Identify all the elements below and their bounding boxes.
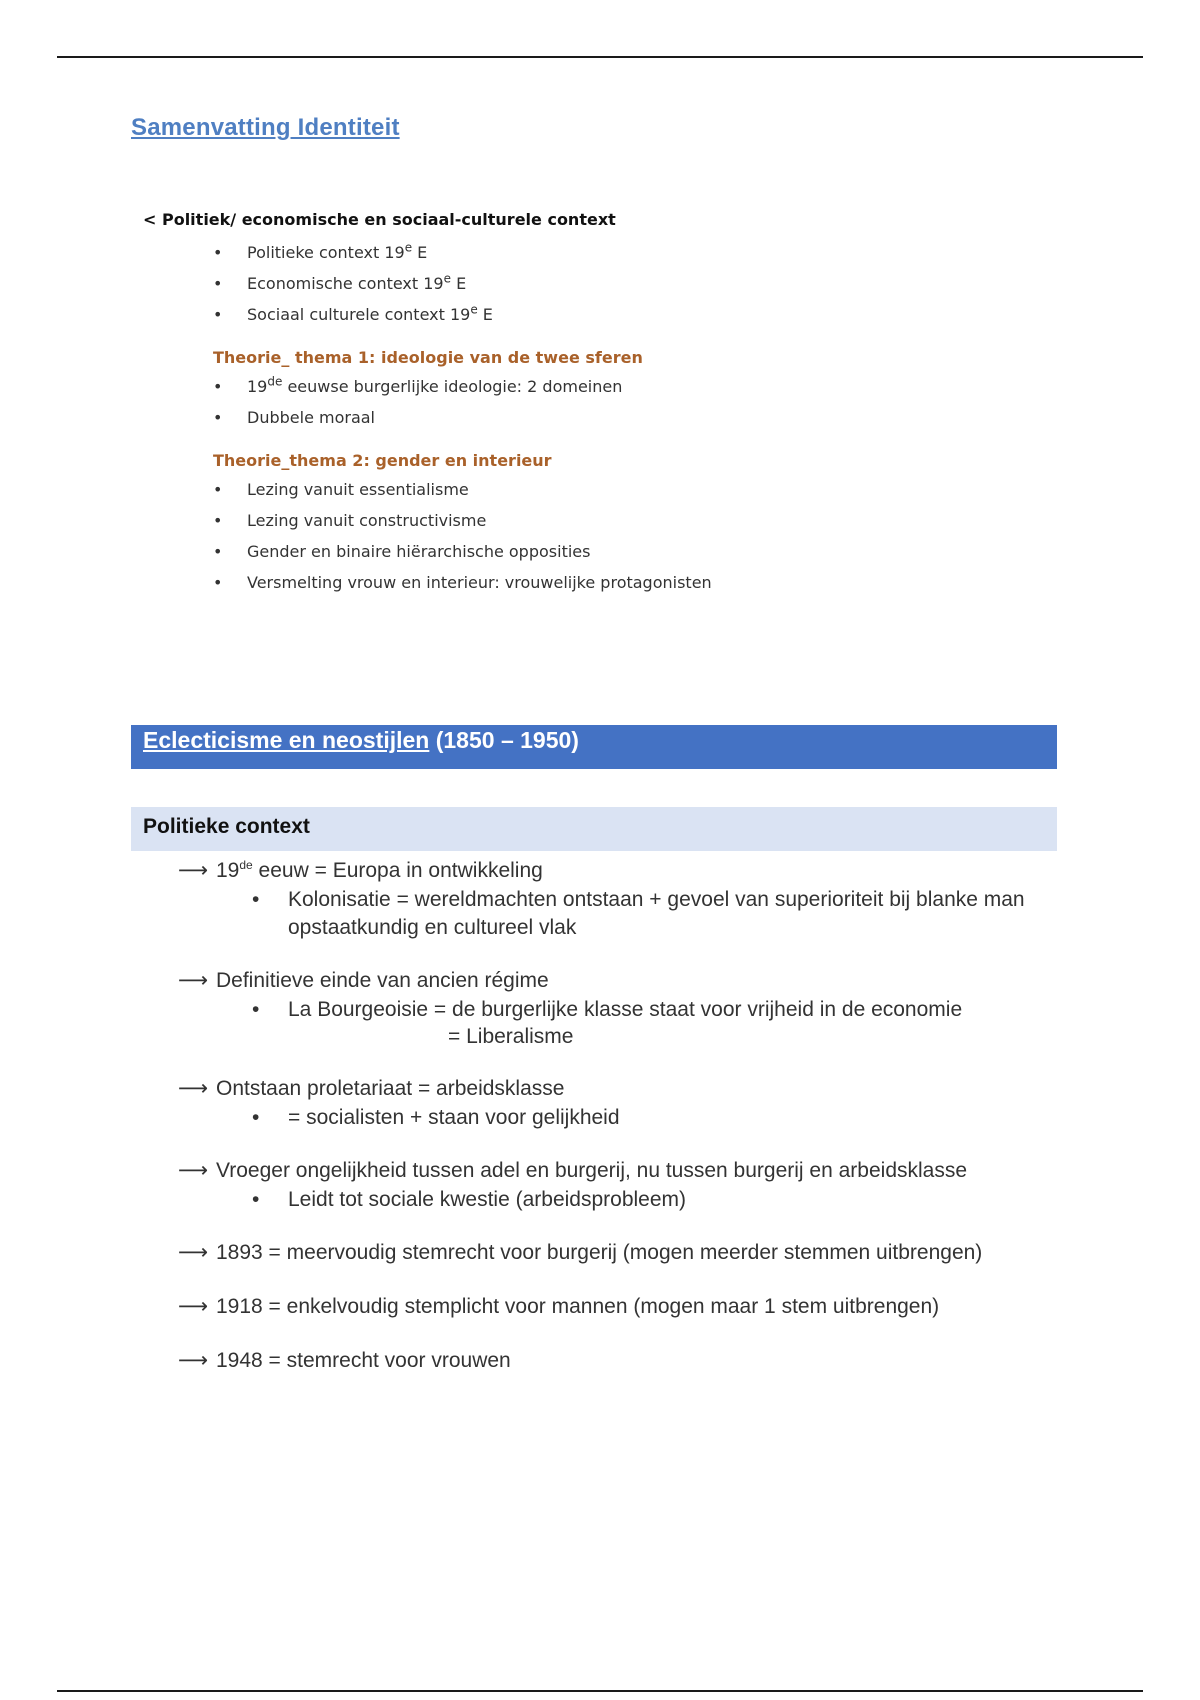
section-heading [131,725,1057,769]
bullet: • [252,1188,260,1211]
bullet: • [213,243,223,262]
context-point: ⟶ Definitieve einde van ancien régime • La Bourgeoisie = de burgerlijke klasse staat voor vrijheid in de economie = Liberalisme [178,966,1108,1050]
list-item: • Gender en binaire hiërarchische opposities [143,536,712,567]
bullet: • [252,998,260,1021]
context-point: ⟶ 1948 = stemrecht voor vrouwen [178,1346,1108,1376]
list-item: • Lezing vanuit essentialisme [143,474,712,505]
context-point: ⟶ 1893 = meervoudig stemrecht voor burgerij (mogen meerder stemmen uitbrengen) [178,1238,1108,1268]
document-title[interactable]: Samenvatting Identiteit [131,114,400,141]
continuation: = Liberalisme [448,1025,574,1048]
list-item: • Sociaal culturele context 19e E [143,299,712,330]
bullet: • [213,480,223,499]
bullet: • [213,542,223,561]
arrow-icon: ⟶ [178,1077,209,1100]
bullet: • [213,573,223,592]
bullet: • [252,888,260,911]
sub-item: • = socialisten + staan voor gelijkheid [178,1104,1108,1132]
theme1-list [143,371,712,433]
bullet: • [252,1106,260,1129]
context-point: ⟶ Ontstaan proletariaat = arbeidsklasse • = socialisten + staan voor gelijkheid [178,1074,1108,1132]
outline-block [143,210,712,598]
theme2-list [143,474,712,598]
section-period: (1850 – 1950) [429,727,579,753]
context-point: ⟶ 1918 = enkelvoudig stemplicht voor mannen (mogen maar 1 stem uitbrengen) [178,1292,1108,1322]
arrow-icon: ⟶ [178,1241,209,1264]
arrow-icon: ⟶ [178,859,209,882]
theme2-heading: Theorie_thema 2: gender en interieur [213,451,552,470]
sub-item: • Leidt tot sociale kwestie (arbeidsprobleem) [178,1186,1108,1214]
bullet: • [213,377,223,396]
bullet: • [213,305,223,324]
list-item: • Dubbele moraal [143,402,712,433]
context-point: ⟶ Vroeger ongelijkheid tussen adel en burgerij, nu tussen burgerij en arbeidsklasse • Leidt tot sociale kwestie (arbeidsprobleem) [178,1156,1108,1214]
outline-heading: < Politiek/ economische en sociaal-culturele context [143,210,616,229]
context-list [143,237,712,330]
arrow-icon: ⟶ [178,1159,209,1182]
sub-item: • Kolonisatie = wereldmachten ontstaan + gevoel van superioriteit bij blanke man opstaatkundig en cultureel vlak [252,888,1025,939]
theme1-heading: Theorie_ thema 1: ideologie van de twee sferen [213,348,643,367]
context-point: ⟶ 19de eeuw = Europa in ontwikkeling • Kolonisatie = wereldmachten ontstaan + gevoel van superioriteit bij blanke man opstaatkundig en cultureel vlak [178,856,1108,942]
arrow-icon: ⟶ [178,1295,209,1318]
bullet: • [213,511,223,530]
list-item: • 19de eeuwse burgerlijke ideologie: 2 domeinen [143,371,712,402]
bullet: • [213,274,223,293]
arrow-icon: ⟶ [178,1349,209,1372]
sub-item: • La Bourgeoisie = de burgerlijke klasse staat voor vrijheid in de economie [178,996,1108,1024]
list-item: • Lezing vanuit constructivisme [143,505,712,536]
list-item: • Versmelting vrouw en interieur: vrouwelijke protagonisten [143,567,712,598]
top-rule [57,56,1143,58]
bottom-rule [57,1690,1143,1692]
political-context-list [178,856,1108,1400]
section-title-link[interactable]: Eclecticisme en neostijlen [143,727,430,753]
subsection-heading: Politieke context [131,807,1057,851]
list-item: • Economische context 19e E [143,268,712,299]
arrow-icon: ⟶ [178,969,209,992]
bullet: • [213,408,223,427]
list-item: • Politieke context 19e E [143,237,712,268]
